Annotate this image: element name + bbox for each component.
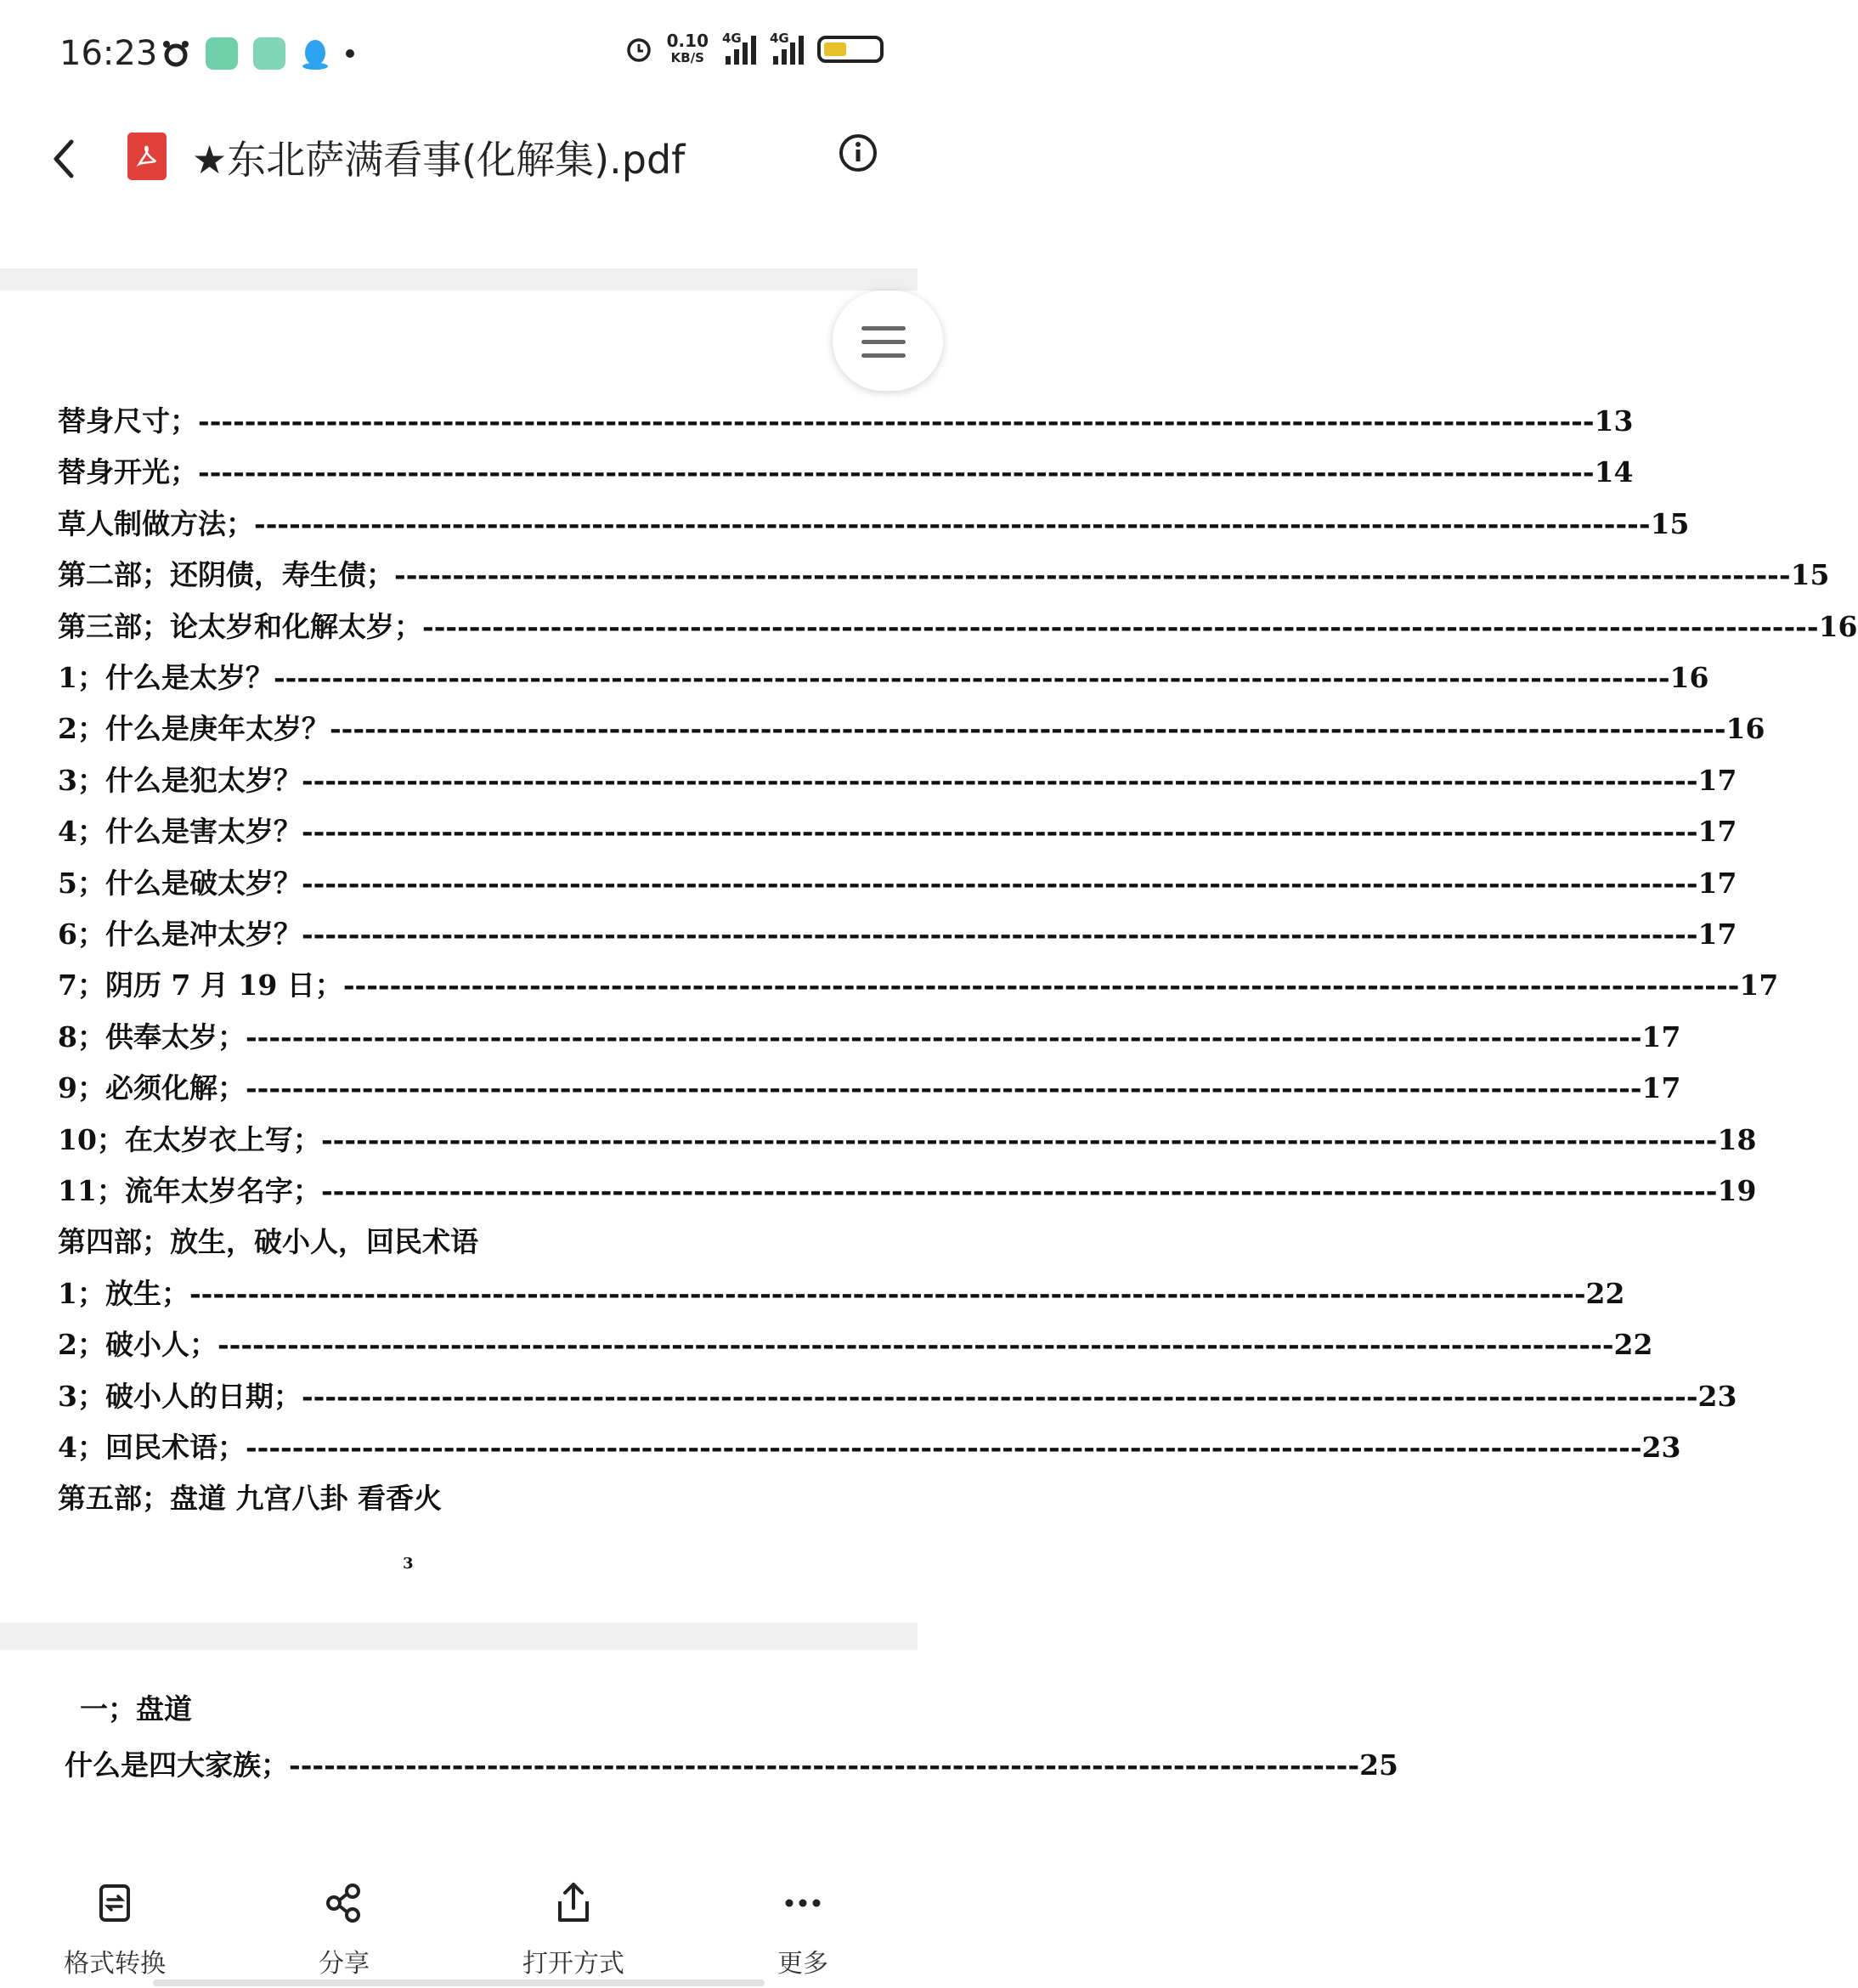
outline-menu-button[interactable] <box>833 291 943 391</box>
toc-leader: ------------------------------------------------------------------------------------------------------------------------ <box>394 558 1791 592</box>
convert-icon <box>89 1878 140 1929</box>
toc-row <box>58 1477 771 1514</box>
toc-label: 1；什么是太岁？ <box>58 661 274 694</box>
toc-label: 第五部；盘道 九宫八卦 看香火 <box>58 1482 442 1516</box>
upload-app-icon <box>253 37 285 70</box>
toc-label: 3；破小人的日期； <box>58 1379 302 1413</box>
toc-leader: ------------------------------------------------------------------------------------------------------------------------ <box>245 1071 1642 1105</box>
toc-row <box>58 1272 1625 1310</box>
format-convert-button[interactable]: 格式转换 <box>30 1878 200 1980</box>
toc-leader: ------------------------------------------------------------------------------------------------------------------------ <box>245 1431 1642 1464</box>
toc-label: 4；回民术语； <box>58 1431 246 1464</box>
toc-label: 2；什么是庚年太岁？ <box>58 712 330 746</box>
toc-label: 11；流年太岁名字； <box>58 1174 321 1207</box>
alarm-icon <box>624 35 653 64</box>
page-separator <box>0 268 918 291</box>
toc-label: 4；什么是害太岁？ <box>58 815 302 849</box>
section-heading: 一；盘道 <box>80 1692 192 1725</box>
toc-row <box>58 605 1858 643</box>
toc-row: 什么是四大家族； -------------------------------------------------------------------------------------------- 25 <box>65 1748 1398 1782</box>
toc-page: 22 <box>1613 1328 1653 1362</box>
status-bar <box>0 0 918 110</box>
share-button[interactable]: 分享 <box>259 1878 429 1980</box>
gesture-bar <box>153 1980 765 1986</box>
back-button[interactable] <box>44 129 83 189</box>
toc-leader: ------------------------------------------------------------------------------------------------------------------------ <box>301 866 1698 900</box>
toc-leader: ------------------------------------------------------------------------------------------------------------------------ <box>342 969 1740 1002</box>
toc-page: 17 <box>1697 866 1737 900</box>
toc-page: 13 <box>1594 404 1634 438</box>
app-header <box>0 110 918 263</box>
toc-page: 17 <box>1641 1019 1681 1053</box>
toc-page: 17 <box>1697 763 1737 797</box>
toc-row <box>58 1323 1653 1362</box>
toc-leader: ------------------------------------------------------------------------------------------------------------------------ <box>320 1174 1718 1207</box>
toc-page: 14 <box>1594 455 1634 489</box>
toc-label: 10；在太岁衣上写； <box>58 1122 321 1156</box>
toc-leader: ------------------------------------------------------------------------------------------------------------------------ <box>422 609 1819 643</box>
toc-page: 18 <box>1717 1122 1757 1156</box>
toc-leader: ------------------------------------------------------------------------------------------------------------------------ <box>301 1379 1698 1413</box>
toc-page: 22 <box>1585 1276 1625 1310</box>
bottom-toolbar <box>0 1861 918 1988</box>
toc-page: 23 <box>1697 1379 1737 1413</box>
toc-leader: ------------------------------------------------------------------------------------------------------------------------ <box>198 455 1595 489</box>
toc-row <box>58 707 1765 746</box>
toc-label: 草人制做方法； <box>58 506 254 540</box>
pdf-icon <box>127 133 167 180</box>
toc-row <box>58 502 1690 540</box>
toc-leader: ------------------------------------------------------------------------------------------------------------------------ <box>189 1276 1586 1310</box>
toc-row <box>58 450 1634 489</box>
toc-label: 第二部；还阴债，寿生债； <box>58 558 394 592</box>
toc-leader: ------------------------------------------------------------------------------------------------------------------------ <box>301 763 1698 797</box>
page-number: 3 <box>403 1555 414 1573</box>
toc-page: 17 <box>1697 815 1737 849</box>
open-with-icon <box>548 1878 599 1929</box>
battery-icon <box>817 36 884 63</box>
toc-page: 23 <box>1641 1431 1681 1464</box>
signal-icon-2: 4G <box>770 34 804 65</box>
toc-row <box>58 399 1634 438</box>
more-icon <box>777 1878 828 1929</box>
signal-icon-1: 4G <box>722 34 756 65</box>
toc-row <box>58 963 1779 1002</box>
notification-icons <box>161 37 355 70</box>
toc-label: 替身尺寸； <box>58 404 198 438</box>
toc-row <box>58 912 1737 951</box>
pdf-page-next[interactable] <box>0 1650 1398 1862</box>
toc-label: 6；什么是冲太岁？ <box>58 918 302 951</box>
toc-page: 16 <box>1669 661 1709 694</box>
toc-row <box>58 810 1737 849</box>
toc-label: 7；阴历 7 月 19 日； <box>58 969 343 1002</box>
more-button[interactable]: 更多 <box>718 1878 888 1980</box>
toc-row <box>58 656 1709 694</box>
alarm-app-icon <box>161 39 190 68</box>
page-separator <box>0 1623 918 1650</box>
toc-label: 替身开光； <box>58 455 198 489</box>
toc-page: 15 <box>1790 558 1830 592</box>
toc-leader: ------------------------------------------------------------------------------------------------------------------------ <box>273 661 1670 694</box>
toc-label: 1；放生； <box>58 1276 189 1310</box>
chevron-left-icon <box>51 138 76 179</box>
toc-row <box>58 1220 771 1257</box>
toc-label: 2；破小人； <box>58 1328 217 1362</box>
toc-leader: ------------------------------------------------------------------------------------------------------------------------ <box>198 404 1595 438</box>
toc-leader: ------------------------------------------------------------------------------------------------------------------------ <box>254 506 1651 540</box>
status-time: 16:23 <box>59 34 158 73</box>
toc-leader: ------------------------------------------------------------------------------------------------------------------------ <box>217 1328 1614 1362</box>
dot-icon <box>345 48 355 59</box>
toc-page: 16 <box>1818 609 1858 643</box>
toc-row <box>58 1426 1681 1464</box>
toc-label: 第三部；论太岁和化解太岁； <box>58 609 422 643</box>
toc-row <box>58 553 1830 592</box>
share-icon <box>319 1878 370 1929</box>
toc-row <box>58 861 1737 900</box>
toc-page: 15 <box>1650 506 1690 540</box>
app-icon-green <box>206 37 238 70</box>
qq-icon <box>301 37 330 70</box>
toc-leader: ------------------------------------------------------------------------------------------------------------------------ <box>245 1019 1642 1053</box>
toc-row <box>58 1066 1681 1105</box>
toc-label: 5；什么是破太岁？ <box>58 866 302 900</box>
toc-leader: ------------------------------------------------------------------------------------------------------------------------ <box>301 815 1698 849</box>
document-title: ★东北萨满看事(化解集).pdf <box>192 137 686 183</box>
network-speed: 0.10 KB/S <box>666 31 709 65</box>
toc-leader: ------------------------------------------------------------------------------------------------------------------------ <box>301 918 1698 951</box>
toc-row <box>58 1169 1757 1207</box>
toc-row <box>58 1118 1757 1156</box>
toc-row <box>58 759 1737 797</box>
toc-leader: ------------------------------------------------------------------------------------------------------------------------ <box>329 712 1726 746</box>
info-button[interactable] <box>833 127 884 178</box>
open-with-button[interactable]: 打开方式 <box>489 1878 658 1980</box>
toc-page: 17 <box>1641 1071 1681 1105</box>
toc-label: 第四部；放生，破小人，回民术语 <box>58 1225 478 1259</box>
toc-page: 16 <box>1725 712 1765 746</box>
toc-label: 3；什么是犯太岁？ <box>58 763 302 797</box>
pdf-page[interactable] <box>0 291 1858 1623</box>
toc-leader: ------------------------------------------------------------------------------------------------------------------------ <box>320 1122 1718 1156</box>
toc-label: 9；必须化解； <box>58 1071 246 1105</box>
toc-row <box>58 1015 1681 1053</box>
toc-page: 17 <box>1739 969 1779 1002</box>
info-icon <box>833 127 884 178</box>
toc-row <box>58 1375 1737 1413</box>
toc-page: 17 <box>1697 918 1737 951</box>
toc-label: 8；供奉太岁； <box>58 1019 246 1053</box>
toc-page: 19 <box>1717 1174 1757 1207</box>
